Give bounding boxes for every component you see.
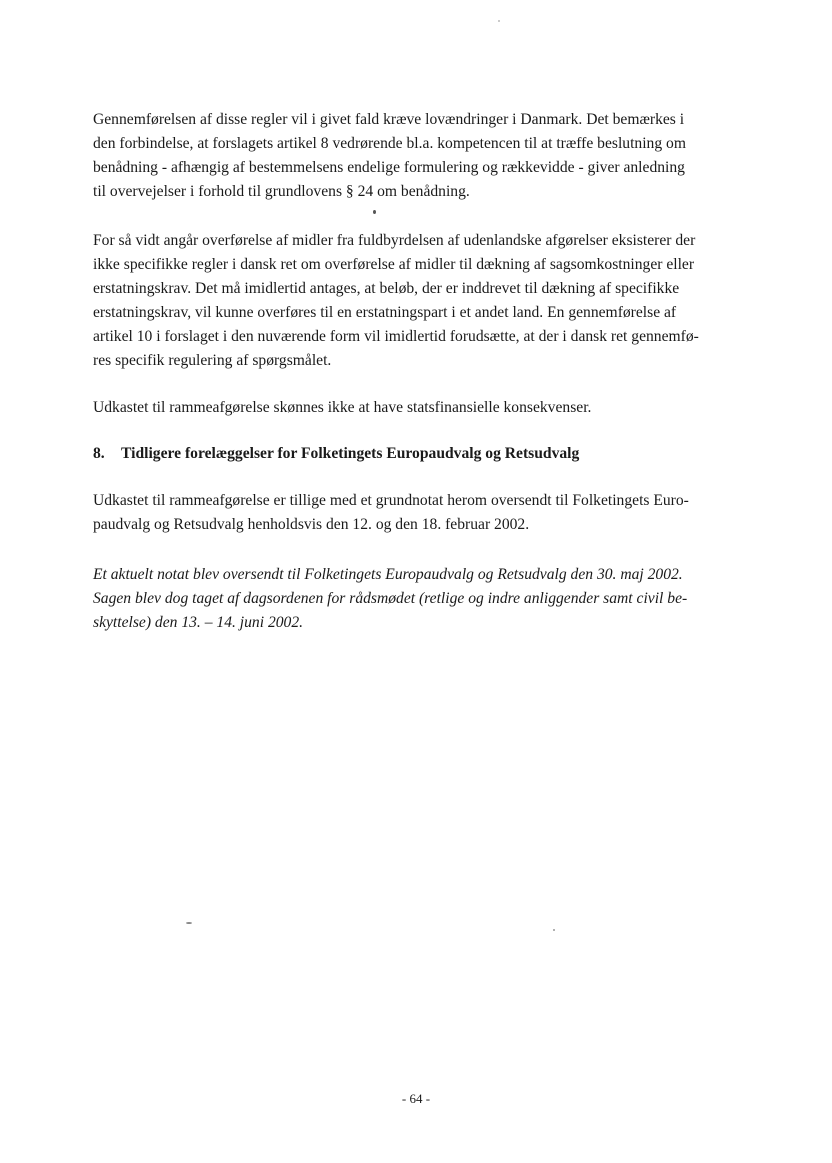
scan-speck <box>498 20 500 22</box>
text-line: benådning - afhængig af bestemmelsens endelige formulering og rækkevidde - giver anledning <box>93 159 685 176</box>
paragraph-transfer-of-funds <box>93 229 753 373</box>
paragraph-legislative-changes <box>93 108 753 204</box>
section-title: Tidligere forelæggelser for Folketingets Europaudvalg og Retsudvalg <box>121 445 580 462</box>
text-line: paudvalg og Retsudvalg henholdsvis den 12. og den 18. februar 2002. <box>93 516 530 533</box>
paragraph-current-note <box>93 563 753 635</box>
scan-speck <box>553 929 555 931</box>
text-line: artikel 10 i forslaget i den nuværende form vil imidlertid forudsætte, at der i dansk ret gennemfø- <box>93 328 699 345</box>
text-line: Udkastet til rammeafgørelse er tillige med et grundnotat herom oversendt til Folketingets Euro- <box>93 492 689 509</box>
text-line: For så vidt angår overførelse af midler fra fuldbyrdelsen af udenlandske afgørelser eksisterer der <box>93 232 696 249</box>
text-line: til overvejelser i forhold til grundlovens § 24 om benådning. <box>93 183 470 200</box>
text-line: den forbindelse, at forslagets artikel 8 vedrørende bl.a. kompetencen til at træffe beslutning om <box>93 135 686 152</box>
text-line: Et aktuelt notat blev oversendt til Folketingets Europaudvalg og Retsudvalg den 30. maj 2002. <box>93 566 683 583</box>
scan-speck <box>186 922 192 924</box>
text-line: res specifik regulering af spørgsmålet. <box>93 352 332 369</box>
text-line: Udkastet til rammeafgørelse skønnes ikke at have statsfinansielle konsekvenser. <box>93 399 592 416</box>
section-number: 8. <box>93 445 105 462</box>
section-heading <box>93 442 579 466</box>
scan-speck <box>373 210 376 214</box>
text-line: Sagen blev dog taget af dagsordenen for rådsmødet (retlige og indre anliggender samt civil be- <box>93 590 688 607</box>
page-number: - 64 - <box>401 1091 431 1106</box>
paragraph-grundnotat <box>93 489 753 537</box>
paragraph-financial-consequences <box>93 396 753 420</box>
text-line: erstatningskrav. Det må imidlertid antages, at beløb, der er inddrevet til dækning af specifikke <box>93 280 680 297</box>
text-line: ikke specifikke regler i dansk ret om overførelse af midler til dækning af sagsomkostninger eller <box>93 256 695 273</box>
text-line: skyttelse) den 13. – 14. juni 2002. <box>93 614 304 631</box>
text-line: erstatningskrav, vil kunne overføres til en erstatningspart i et andet land. En gennemførelse af <box>93 304 677 321</box>
text-line: Gennemførelsen af disse regler vil i givet fald kræve lovændringer i Danmark. Det bemærkes i <box>93 111 685 128</box>
